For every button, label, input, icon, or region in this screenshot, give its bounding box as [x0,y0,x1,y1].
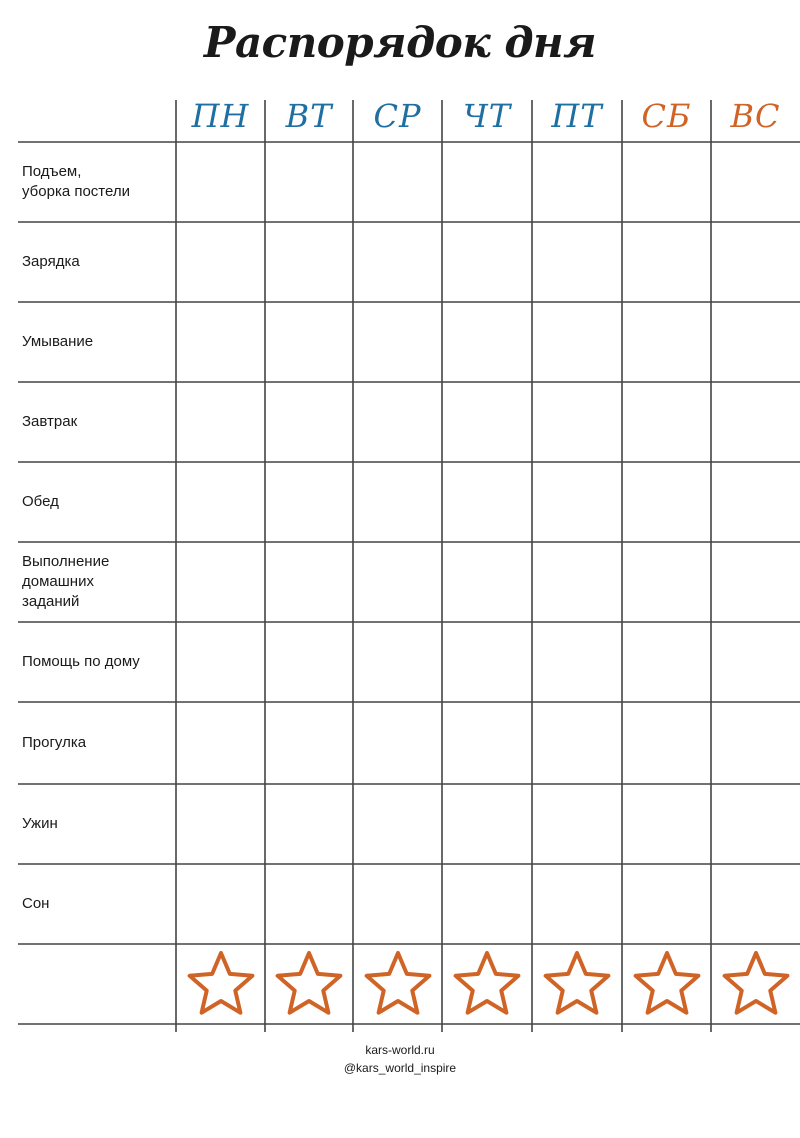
footer-site: kars-world.ru [365,1043,435,1057]
row-label-3: Умывание [22,333,94,350]
day-header-3: СР [373,97,422,135]
row-label-4: Завтрак [22,413,78,430]
row-label-8: Прогулка [22,734,87,751]
row-label-1: Подъем, уборка постели [22,163,130,200]
row-label-10: Сон [22,895,50,912]
star-icon [362,948,434,1020]
footer-handle: @kars_world_inspire [343,1061,457,1075]
page-title: Распорядок дня [203,18,597,67]
day-header-1: ПН [191,97,250,135]
row-label-9: Ужин [22,815,58,832]
row-label-2: Зарядка [22,253,80,270]
day-header-6: СБ [641,97,692,135]
row-label-5: Обед [22,493,59,510]
row-label-6: Выполнение домашних заданий [22,553,110,610]
row-label-7: Помощь по дому [22,653,140,670]
star-icon [185,948,257,1020]
star-icon [273,948,345,1020]
star-icon [631,948,703,1020]
day-header-2: ВТ [285,97,333,135]
star-icon [720,948,792,1020]
star-icon [541,948,613,1020]
day-header-4: ЧТ [462,97,512,135]
star-icon [451,948,523,1020]
day-header-7: ВС [730,97,781,135]
day-header-5: ПТ [551,97,603,135]
